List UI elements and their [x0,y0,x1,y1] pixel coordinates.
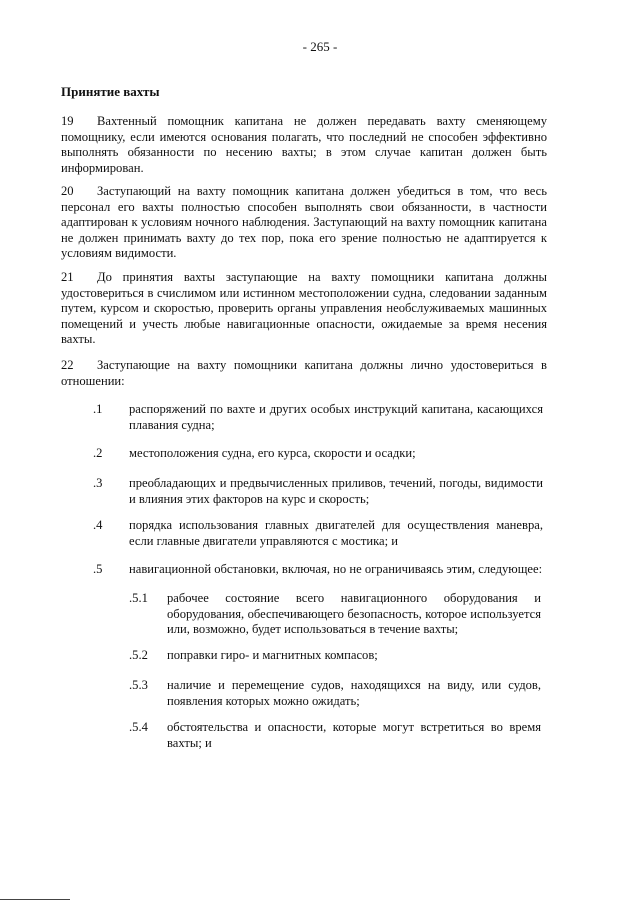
sub-item-number: .5.3 [129,678,148,692]
list-item-number: .4 [93,518,103,532]
list-item-text: порядка использования главных двигателей для осуществления маневра, если главные двигатели управляются с мостика; и [129,518,543,548]
paragraph-text: Заступающий на вахту помощник капитана должен убедиться в том, что весь персонал его вахты полностью способен выполнять свои обязанности, в частности адаптирован к условиям ночного наблюдения. Заступающий на вахту помощник капитана не должен принимать вахту до тех пор, пока его зрение полностью не адаптируется к условиям видимости. [61,184,547,260]
section-heading: Принятие вахты [61,84,160,99]
paragraph-number: 21 [61,270,74,284]
paragraph-text: Вахтенный помощник капитана не должен передавать вахту сменяющему помощнику, если имеются основания полагать, что последний не способен эффективно выполнять обязанности по несению вахты; в этом случае капитан должен быть информирован. [61,114,547,175]
list-item-text: преобладающих и предвычисленных приливов, течений, погоды, видимости и влияния этих факторов на курс и скорость; [129,476,543,506]
list-item-number: .5 [93,562,103,576]
paragraph-number: 20 [61,184,74,198]
list-item-text: местоположения судна, его курса, скорости и осадки; [129,446,416,460]
paragraph-text: Заступающие на вахту помощники капитана должны лично удостовериться в отношении: [61,358,547,388]
page-number: - 265 - [302,39,338,54]
paragraph-21 [61,270,547,348]
paragraph-number: 22 [61,358,74,372]
sub-item-text: поправки гиро- и магнитных компасов; [167,648,378,662]
sub-item-text: обстоятельства и опасности, которые могут встретиться во время вахты; и [167,720,541,750]
list-item-text: навигационной обстановки, включая, но не ограничиваясь этим, следующее: [129,562,543,576]
sub-item-number: .5.1 [129,591,148,605]
paragraph-text: До принятия вахты заступающие на вахту помощники капитана должны удостовериться в счислимом или истинном местоположении судна, следовании заданным путем, курсом и скоростью, проверить органы управления необслуживаемых машинных помещений и учесть любые навигационные опасности, ожидаемые за время несения вахты. [61,270,547,346]
list-item-number: .3 [93,476,103,490]
sub-item-number: .5.2 [129,648,148,662]
sub-item-text: рабочее состояние всего навигационного оборудования и оборудования, обеспечивающего безопасность, которое используется или, возможно, будет использоваться в течение вахты; [167,591,541,636]
paragraph-number: 19 [61,114,74,128]
paragraph-22 [61,358,547,389]
list-item-text: распоряжений по вахте и других особых инструкций капитана, касающихся плавания судна; [129,402,543,432]
paragraph-19 [61,114,547,176]
sub-item-text: наличие и перемещение судов, находящихся на виду, или судов, появления которых можно ожидать; [167,678,541,708]
sub-item-number: .5.4 [129,720,148,734]
paragraph-20 [61,184,547,262]
list-item-number: .2 [93,446,103,460]
page-edge-line [0,899,70,900]
list-item-number: .1 [93,402,103,416]
